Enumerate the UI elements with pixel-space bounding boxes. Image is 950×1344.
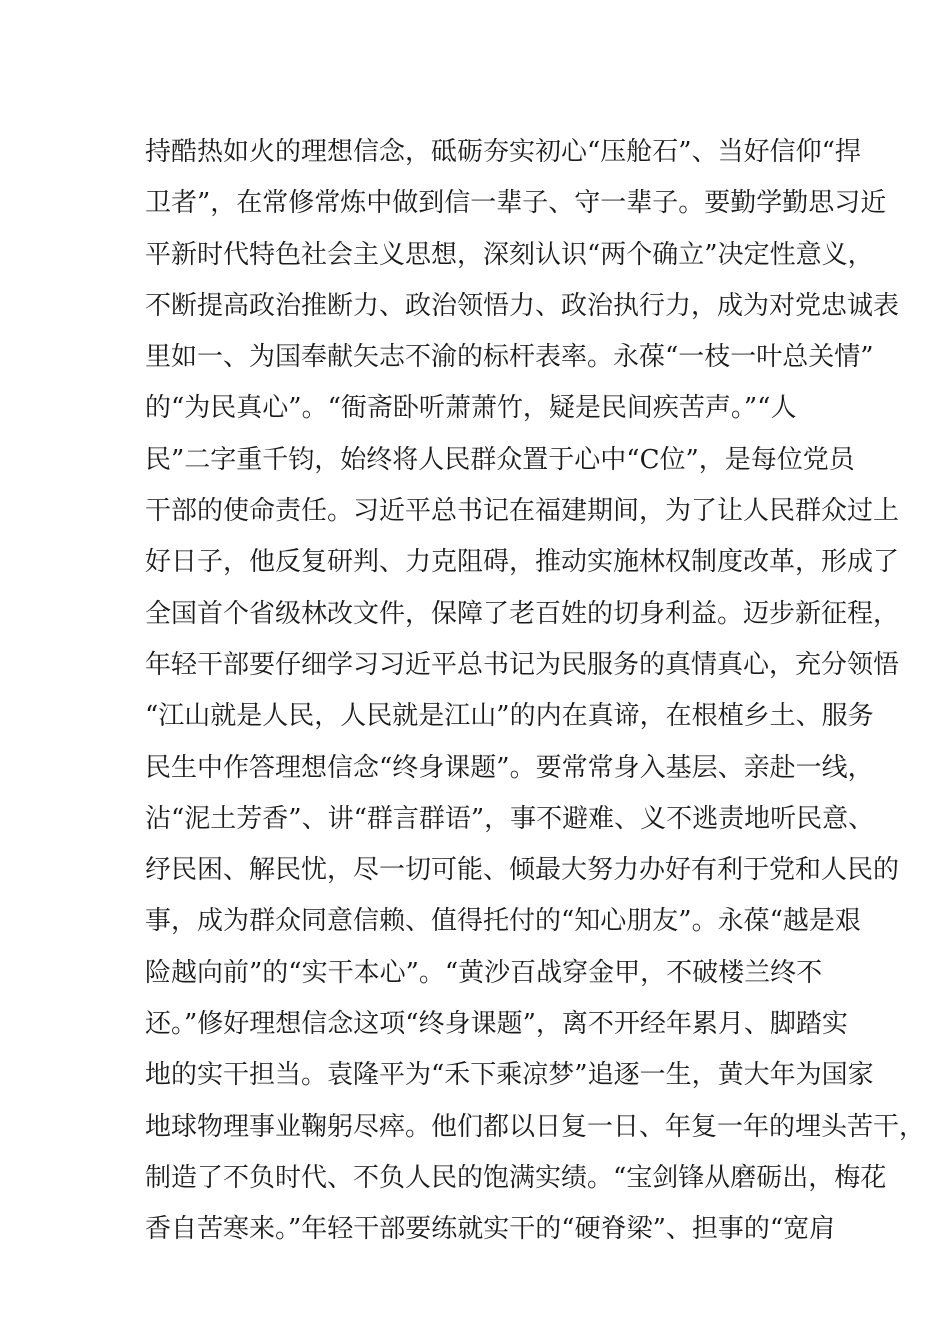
text-line: 香自苦寒来。”年轻干部要练就实干的“硬脊梁”、担事的“宽肩 xyxy=(145,1214,836,1245)
text-line: 地球物理事业鞠躬尽瘁。他们都以日复一日、年复一年的埋头苦干， xyxy=(145,1111,926,1142)
text-line: 制造了不负时代、不负人民的饱满实绩。“宝剑锋从磨砺出，梅花 xyxy=(145,1162,887,1193)
text-line: 纾民困、解民忧，尽一切可能、倾最大努力办好有利于党和人民的 xyxy=(145,855,900,886)
text-line: 持酷热如火的理想信念，砥砺夯实初心“压舱石”、当好信仰“捍 xyxy=(145,137,861,167)
text-line: 还。”修好理想信念这项“终身课题”，离不开经年累月、脚踏实 xyxy=(145,1009,848,1040)
text-line: 不断提高政治推断力、政治领悟力、政治执行力，成为对党忠诚表 xyxy=(145,290,900,321)
text-line: 民”二字重千钧，始终将人民群众置于心中“C位”，是每位党员 xyxy=(145,444,855,475)
text-line: 年轻干部要仔细学习习近平总书记为民服务的真情真心，充分领悟 xyxy=(145,649,900,680)
body-text xyxy=(145,127,926,1256)
text-line: “江山就是人民，人民就是江山”的内在真谛，在根植乡土、服务 xyxy=(145,701,874,732)
text-line: 民生中作答理想信念“终身课题”。要常常身入基层、亲赴一线， xyxy=(145,752,874,783)
text-line: 卫者”，在常修常炼中做到信一辈子、守一辈子。要勤学勤思习近 xyxy=(145,188,887,219)
text-line: 全国首个省级林改文件，保障了老百姓的切身利益。迈步新征程， xyxy=(145,598,900,629)
text-line: 的“为民真心”。“衙斋卧听萧萧竹，疑是民间疾苦声。”“人 xyxy=(145,393,797,424)
text-line: 里如一、为国奉献矢志不渝的标杆表率。永葆“一枝一叶总关情” xyxy=(145,342,874,373)
text-line: 沾“泥土芳香”、讲“群言群语”，事不避难、义不逃责地听民意、 xyxy=(145,803,875,834)
text-line: 事，成为群众同意信赖、值得托付的“知心朋友”。永葆“越是艰 xyxy=(145,906,861,937)
text-line: 险越向前”的“实干本心”。“黄沙百战穿金甲，不破楼兰终不 xyxy=(145,957,823,988)
text-line: 平新时代特色社会主义思想，深刻认识“两个确立”决定性意义， xyxy=(145,239,874,270)
text-line: 好日子，他反复研判、力克阻碍，推动实施林权制度改革，形成了 xyxy=(145,547,900,578)
text-line: 地的实干担当。袁隆平为“禾下乘凉梦”追逐一生，黄大年为国家 xyxy=(145,1060,874,1091)
text-line: 干部的使命责任。习近平总书记在福建期间，为了让人民群众过上 xyxy=(145,496,900,527)
